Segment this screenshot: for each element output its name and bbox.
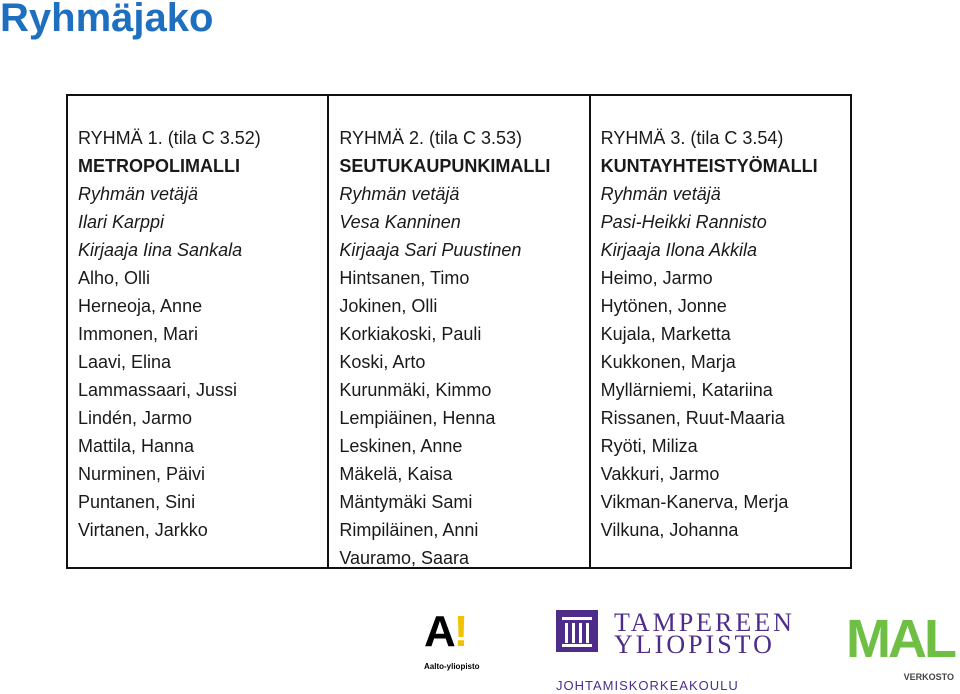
tampere-line1: TAMPEREEN bbox=[614, 608, 795, 637]
group-model: METROPOLIMALLI bbox=[78, 156, 240, 176]
member: Mäntymäki Sami bbox=[339, 492, 473, 512]
leader-label: Ryhmän vetäjä bbox=[339, 184, 460, 204]
member: Rimpiläinen, Anni bbox=[339, 520, 479, 540]
member: Laavi, Elina bbox=[78, 352, 172, 372]
aalto-logo bbox=[424, 607, 480, 671]
member: Vilkuna, Johanna bbox=[600, 520, 739, 540]
member: Puntanen, Sini bbox=[78, 492, 196, 512]
secretary: Kirjaaja Sari Puustinen bbox=[339, 240, 522, 260]
member: Hintsanen, Timo bbox=[339, 268, 470, 288]
group-heading: RYHMÄ 2. (tila C 3.53) bbox=[339, 128, 523, 148]
secretary: Kirjaaja Iina Sankala bbox=[78, 240, 243, 260]
aalto-exclamation-icon: ! bbox=[453, 607, 467, 656]
member: Lempiäinen, Henna bbox=[339, 408, 496, 428]
aalto-mark: A bbox=[424, 607, 454, 656]
leader-name: Pasi-Heikki Rannisto bbox=[600, 212, 767, 232]
member: Ryöti, Miliza bbox=[600, 436, 698, 456]
aalto-name: Aalto-yliopisto bbox=[424, 662, 480, 671]
leader-name: Vesa Kanninen bbox=[339, 212, 461, 232]
member: Virtanen, Jarkko bbox=[78, 520, 208, 540]
leader-name: Ilari Karppi bbox=[78, 212, 165, 232]
group-table bbox=[66, 94, 852, 569]
member: Kukkonen, Marja bbox=[600, 352, 736, 372]
page-title: Ryhmäjako bbox=[0, 0, 214, 40]
member: Mattila, Hanna bbox=[78, 436, 195, 456]
leader-label: Ryhmän vetäjä bbox=[600, 184, 721, 204]
logo-strip bbox=[0, 600, 960, 694]
member: Lindén, Jarmo bbox=[78, 408, 193, 428]
tampere-line2: YLIOPISTO bbox=[614, 630, 775, 659]
member: Leskinen, Anne bbox=[339, 436, 463, 456]
member: Myllärniemi, Katariina bbox=[600, 380, 773, 400]
group-column-3 bbox=[591, 96, 850, 567]
member: Nurminen, Päivi bbox=[78, 464, 206, 484]
member: Rissanen, Ruut-Maaria bbox=[600, 408, 785, 428]
tampere-emblem-icon bbox=[556, 610, 598, 652]
group-column-1 bbox=[68, 96, 329, 567]
member: Vikman-Kanerva, Merja bbox=[600, 492, 789, 512]
member: Heimo, Jarmo bbox=[600, 268, 713, 288]
member: Immonen, Mari bbox=[78, 324, 199, 344]
member: Lammassaari, Jussi bbox=[78, 380, 238, 400]
leader-label: Ryhmän vetäjä bbox=[78, 184, 199, 204]
member: Mäkelä, Kaisa bbox=[339, 464, 453, 484]
member: Herneoja, Anne bbox=[78, 296, 203, 316]
member: Vakkuri, Jarmo bbox=[600, 464, 720, 484]
secretary: Kirjaaja Ilona Akkila bbox=[600, 240, 758, 260]
group-model: SEUTUKAUPUNKIMALLI bbox=[339, 156, 551, 176]
mal-sub: VERKOSTO bbox=[903, 672, 954, 682]
group-model: KUNTAYHTEISTYÖMALLI bbox=[600, 156, 818, 176]
member: Hytönen, Jonne bbox=[600, 296, 727, 316]
mal-mark: MAL bbox=[846, 609, 954, 669]
member: Koski, Arto bbox=[339, 352, 426, 372]
group-heading: RYHMÄ 3. (tila C 3.54) bbox=[600, 128, 784, 148]
mal-logo bbox=[846, 609, 954, 692]
tampere-sub: JOHTAMISKORKEAKOULU bbox=[556, 678, 739, 693]
member: Vauramo, Saara bbox=[339, 548, 470, 568]
member: Alho, Olli bbox=[78, 268, 151, 288]
member: Korkiakoski, Pauli bbox=[339, 324, 482, 344]
group-heading: RYHMÄ 1. (tila C 3.52) bbox=[78, 128, 261, 148]
member: Kurunmäki, Kimmo bbox=[339, 380, 492, 400]
group-column-2 bbox=[329, 96, 590, 567]
member: Jokinen, Olli bbox=[339, 296, 438, 316]
member: Kujala, Marketta bbox=[600, 324, 731, 344]
